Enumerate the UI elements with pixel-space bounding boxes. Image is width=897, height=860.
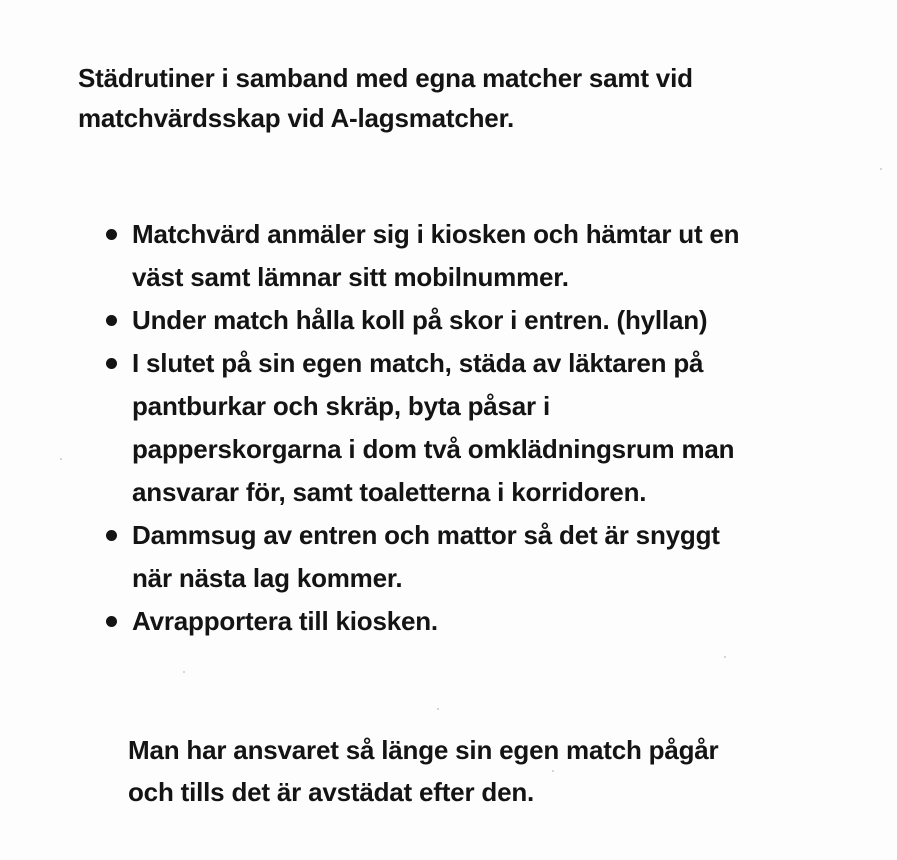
bullet-icon — [106, 530, 117, 541]
scan-speck — [60, 458, 62, 460]
bullet-icon — [106, 358, 117, 369]
title-line: matchvärdsskap vid A-lagsmatcher. — [78, 103, 515, 133]
list-item-line: Matchvärd anmäler sig i kiosken och hämtar ut en — [132, 219, 740, 249]
list-item-line: pantburkar och skräp, byta påsar i — [132, 391, 551, 421]
bullet-icon — [106, 315, 117, 326]
list-item-line: I slutet på sin egen match, städa av läktaren på — [132, 348, 704, 378]
list-item — [106, 514, 826, 600]
list-item-line: väst samt lämnar sitt mobilnummer. — [132, 262, 569, 292]
scan-speck — [183, 671, 185, 673]
scan-speck — [724, 656, 726, 658]
bullet-icon — [106, 616, 117, 627]
list-item-line: Avrapportera till kiosken. — [132, 606, 438, 636]
scan-speck — [880, 168, 882, 170]
list-item — [106, 213, 826, 299]
title-line: Städrutiner i samband med egna matcher samt vid — [78, 63, 693, 93]
list-item — [106, 342, 826, 514]
list-item — [106, 600, 826, 643]
document-title — [78, 58, 838, 138]
routine-list — [106, 213, 826, 643]
list-item-line: när nästa lag kommer. — [132, 563, 403, 593]
scan-speck — [552, 770, 554, 772]
list-item — [106, 299, 826, 342]
bullet-icon — [106, 229, 117, 240]
footer-line: och tills det är avstädat efter den. — [128, 777, 535, 807]
list-item-line: Dammsug av entren och mattor så det är snyggt — [132, 520, 720, 550]
list-item-line: papperskorgarna i dom två omklädningsrum man — [132, 434, 735, 464]
scan-speck — [437, 708, 439, 710]
footer-note — [128, 729, 828, 813]
list-item-line: Under match hålla koll på skor i entren. (hyllan) — [132, 305, 708, 335]
footer-line: Man har ansvaret så länge sin egen match pågår — [128, 735, 719, 765]
list-item-line: ansvarar för, samt toaletterna i korridoren. — [132, 477, 647, 507]
